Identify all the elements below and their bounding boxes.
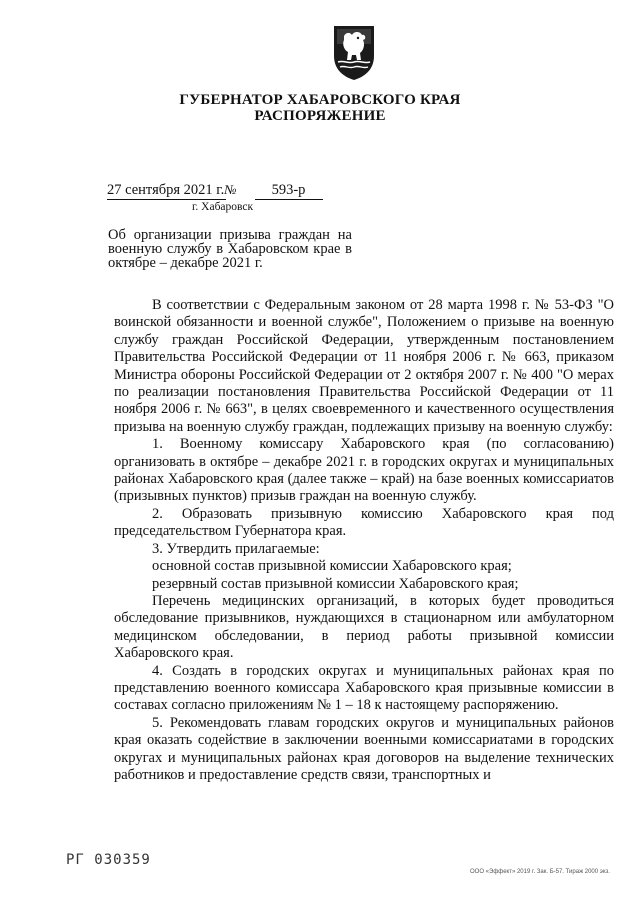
list-item: основной состав призывной комиссии Хабаровского края; bbox=[152, 558, 512, 575]
clause-paragraph: 1. Военному комиссару Хабаровского края (по согласованию) организовать в октябре – декабре 2021 г. в городских округах и муниципальных районах Хабаровского края (далее также – край) на базе военных комиссариатов (призывных пунктов) призыв граждан на военную службу. bbox=[114, 436, 614, 505]
clause-paragraph: 4. Создать в городских округах и муниципальных районах края по представлению военного комиссара Хабаровского края призывные комиссии в составах согласно приложениям № 1 – 18 к настоящему распоряжению. bbox=[114, 662, 614, 714]
clause-paragraph: 5. Рекомендовать главам городских округов и муниципальных районов края оказать содействие в заключении военными комиссариатами в городских округах и муниципальных районах края договоров на выделение технических работников и предоставление средств связи, транспортных и bbox=[114, 714, 614, 783]
document-subject: Об организации призыва граждан на военную службу в Хабаровском крае в октябре – декабре 2021 г. bbox=[108, 227, 352, 271]
number-mark: № bbox=[224, 182, 237, 197]
coat-of-arms-icon bbox=[330, 22, 378, 82]
form-serial-number: РГ 030359 bbox=[66, 852, 151, 868]
printer-imprint: ООО «Эффект» 2019 г. Зак. Б-57. Тираж 2000 экз. bbox=[470, 869, 610, 875]
list-item: резервный состав призывной комиссии Хабаровского края; bbox=[152, 575, 519, 592]
document-type: РАСПОРЯЖЕНИЕ bbox=[254, 108, 386, 124]
issuer-title: ГУБЕРНАТОР ХАБАРОВСКОГО КРАЯ bbox=[179, 92, 461, 108]
preamble-paragraph: В соответствии с Федеральным законом от 28 марта 1998 г. № 53-ФЗ "О воинской обязанности и военной службе", Положением о призыве на военную службу граждан Российской Федерации, утвержденным постановлением Правительства Российской Федерации от 11 ноября 2006 г. № 663, приказом Министра обороны Российской Федерации от 2 октября 2007 г. № 400 "О мерах по реализации постановления Правительства Российской Федерации от 11 ноября 2006 г. № 663", в целях своевременного и качественного осуществления призыва на военную службу граждан, подлежащих призыву на военную службу: bbox=[114, 297, 614, 435]
document-number: 593-р bbox=[255, 182, 323, 200]
document-date: 27 сентября 2021 г. bbox=[107, 182, 225, 198]
clause-paragraph: 3. Утвердить прилагаемые: bbox=[152, 540, 320, 557]
list-item: Перечень медицинских организаций, в которых будет проводиться обследование призывников, нуждающихся в стационарном или амбулаторном медицинском обследовании, в период работы призывной комиссии Хабаровского края. bbox=[114, 592, 614, 662]
date-number-line bbox=[107, 182, 323, 200]
document-body bbox=[114, 297, 614, 784]
clause-paragraph: 2. Образовать призывную комиссию Хабаровского края под председательством Губернатора края. bbox=[114, 505, 614, 540]
document-city: г. Хабаровск bbox=[192, 201, 254, 213]
